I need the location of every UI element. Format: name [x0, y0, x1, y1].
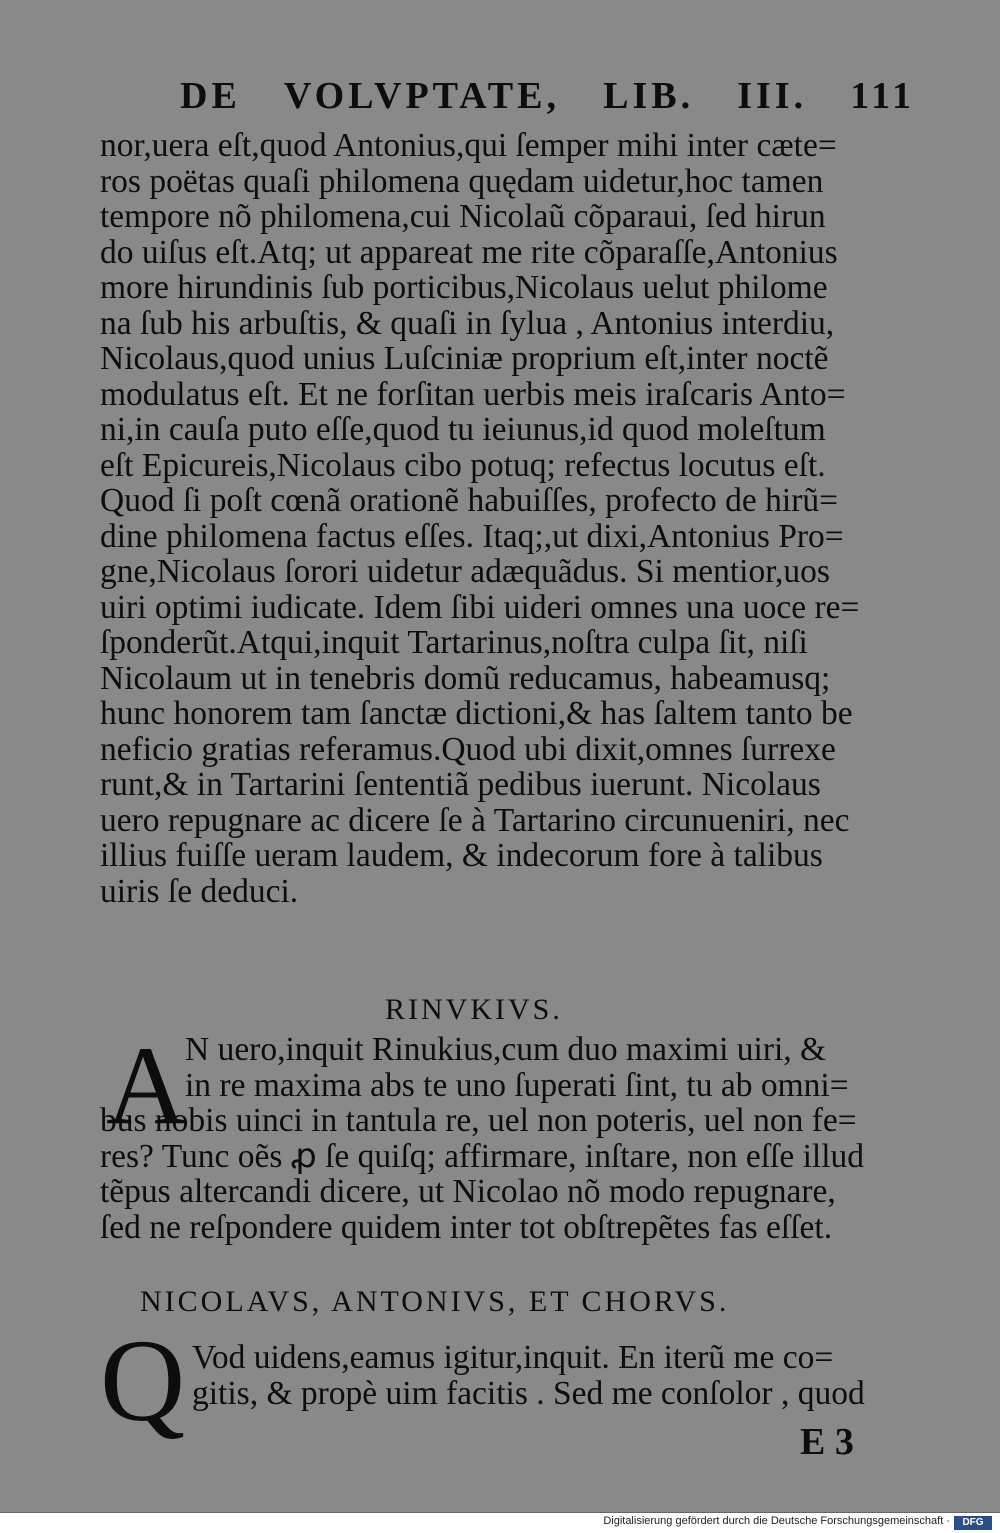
- header-word: III.: [737, 75, 808, 117]
- text-line: in re maxima abs te uno ſuperati ſint, tu ab omni=: [185, 1066, 849, 1104]
- text-line: hunc honorem tam ſanctæ dictioni,& has ſaltem tanto be: [100, 695, 853, 732]
- text-line: runt,& in Tartarini ſententiã pedibus iuerunt. Nicolaus: [100, 766, 821, 803]
- text-line: dine philomena factus eſſes. Itaq;,ut dixi,Antonius Pro=: [100, 517, 844, 555]
- text-line: Nicolaum ut in tenebris domũ reducamus, habeamusq;: [100, 659, 831, 697]
- text-line: Nicolaus,quod unius Luſciniæ proprium eſt,inter noctẽ: [100, 340, 829, 377]
- text-line: illius fuiſſe ueram laudem, & indecorum fore à talibus: [100, 837, 823, 874]
- text-line: do uiſus eſt.Atq; ut appareat me rite cõparaſſe,Antonius: [100, 233, 838, 271]
- header-word: DE: [180, 75, 241, 117]
- header-word: VOLVPTATE,: [283, 75, 560, 117]
- drop-cap-q: Q: [100, 1315, 186, 1446]
- text-line: uero repugnare ac dicere ſe à Tartarino circunueniri, nec: [100, 801, 850, 839]
- text-line: res? Tunc oẽs ꝓ ſe quiſq; affirmare, inſtare, non eſſe illud: [100, 1137, 865, 1175]
- text-line: bus nobis uinci in tantula re, uel non poteris, uel non fe=: [100, 1102, 857, 1139]
- text-line: more hirundinis ſub porticibus,Nicolaus uelut philome: [100, 269, 828, 306]
- footer-credit: Digitalisierung gefördert durch die Deutsche Forschungsgemeinschaft ·: [603, 1515, 950, 1527]
- text-line: Vod uidens,eamus igitur,inquit. En iterũ me co=: [192, 1339, 834, 1376]
- text-line: neficio gratias referamus.Quod ubi dixit,omnes ſurrexe: [100, 730, 836, 768]
- text-line: uiri optimi iudicate. Idem ſibi uideri omnes una uoce re=: [100, 588, 860, 626]
- text-line: N uero,inquit Rinukius,cum duo maximi uiri, &: [185, 1031, 827, 1068]
- section1-lines: [100, 1103, 960, 1245]
- section1-lines-indented: [185, 1032, 955, 1103]
- text-line: ſed ne reſpondere quidem inter tot obſtrepẽtes fas eſſet.: [100, 1208, 833, 1246]
- text-line: tempore nõ philomena,cui Nicolaũ cõparaui, ſed hirun: [100, 198, 826, 235]
- section-heading-rinukius: RINVKIVS.: [385, 993, 563, 1026]
- text-line: tẽpus altercandi dicere, ut Nicolao nõ modo repugnare,: [100, 1173, 836, 1210]
- text-line: gitis, & propè uim facitis . Sed me conſolor , quod: [192, 1374, 865, 1412]
- text-line: eſt Epicureis,Nicolaus cibo potuq; refectus locutus eſt.: [100, 446, 826, 484]
- dfg-logo-icon: DFG: [954, 1516, 992, 1530]
- text-line: ni,in cauſa puto eſſe,quod tu ieiunus,id quod moleſtum: [100, 411, 826, 448]
- page-number: 111: [850, 75, 915, 117]
- text-line: na ſub his arbuſtis, & quaſi in ſylua , Antonius interdiu,: [100, 304, 835, 342]
- running-header: [180, 74, 915, 120]
- text-line: ros poëtas quaſi philomena quędam uidetur,hoc tamen: [100, 162, 824, 200]
- signature-mark: E 3: [800, 1421, 854, 1463]
- text-line: Quod ſi poſt cœnã orationẽ habuiſſes, profecto de hirũ=: [100, 482, 839, 519]
- text-line: gne,Nicolaus ſorori uidetur adæquãdus. Si mentior,uos: [100, 553, 830, 590]
- text-line: modulatus eſt. Et ne forſitan uerbis meis iraſcaris Anto=: [100, 375, 846, 413]
- main-text-block: [100, 128, 960, 909]
- section2-lines: [192, 1340, 957, 1411]
- text-line: ſponderũt.Atqui,inquit Tartarinus,noſtra culpa ſit, niſi: [100, 624, 808, 661]
- drop-cap-a: A: [106, 1024, 187, 1148]
- text-line: nor,uera eſt,quod Antonius,qui ſemper mihi inter cæte=: [100, 127, 837, 164]
- section-heading-nicolaus: NICOLAVS, ANTONIVS, ET CHORVS.: [140, 1285, 730, 1318]
- header-word: LIB.: [603, 75, 695, 117]
- text-line: uiris ſe deduci.: [100, 872, 299, 910]
- digitization-footer: [0, 1512, 1000, 1533]
